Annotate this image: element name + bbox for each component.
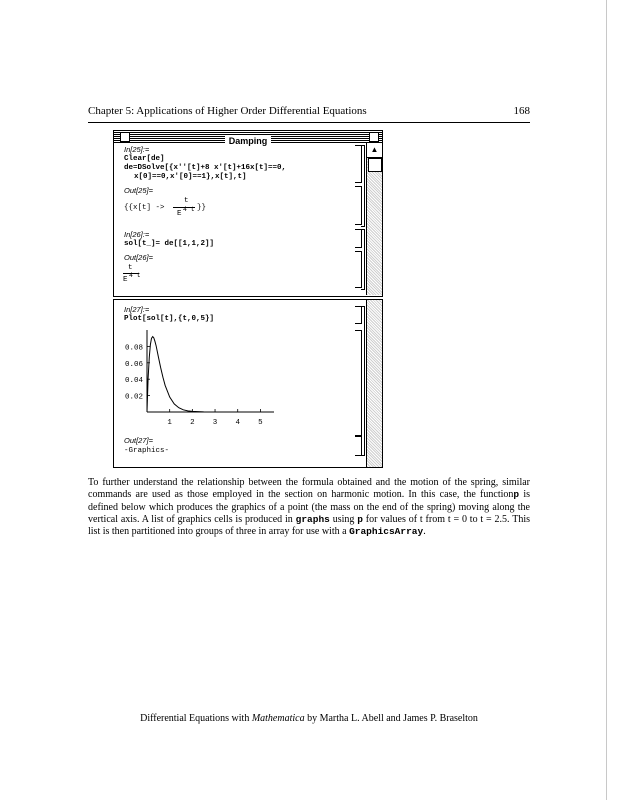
notebook-window-damping[interactable] xyxy=(113,130,383,297)
in25-line2[interactable]: de=DSolve[{x''[t]+8 x'[t]+16x[t]==0, xyxy=(124,164,287,172)
group-bracket[interactable] xyxy=(361,229,365,290)
header-rule xyxy=(88,122,530,123)
para-text: . xyxy=(423,526,426,538)
out26-denominator: E xyxy=(123,276,128,284)
damping-plot[interactable] xyxy=(114,326,289,438)
in27-line1[interactable]: Plot[sol[t],{t,0,5}] xyxy=(124,315,215,323)
out25-open: {{x[t] -> xyxy=(124,204,165,212)
vertical-scrollbar[interactable] xyxy=(366,300,382,467)
para-text: is defined below which produces the graphics of a point (the mass on the end of the spring) moving along the vertical axis. A list of graphics cells is produced in xyxy=(88,489,530,525)
out26-exponent: 4 t xyxy=(129,272,141,279)
code-graphicsarray: GraphicsArray xyxy=(349,526,424,538)
in27-label: In[27]:= xyxy=(124,305,150,314)
notebook-window-plot[interactable] xyxy=(113,299,383,468)
para-text: using xyxy=(329,513,358,525)
para-text: To further understand the relationship between the formula obtained and the motion of the spring, similar commands are used as those employed in the section on harmonic motion. In this case, the function xyxy=(88,477,530,501)
scroll-up-arrow-icon[interactable]: ▲ xyxy=(367,143,382,158)
para-text: for values of t from t = 0 to t = 2.5. This list is then partitioned into groups of three in array for use with a xyxy=(88,513,531,538)
running-head xyxy=(88,105,530,121)
code-p: p xyxy=(357,513,363,525)
out26-label: Out[26]= xyxy=(124,253,153,262)
window-title: Damping xyxy=(225,136,272,146)
x-tick-label: 4 xyxy=(235,419,240,427)
out25-close: }} xyxy=(197,204,207,212)
out25-label: Out[25]= xyxy=(124,186,153,195)
code-graphs: graphs xyxy=(295,513,330,525)
out25-denominator: E xyxy=(177,210,182,218)
footer-italic: Mathematica xyxy=(251,713,305,724)
out25-exponent: 4 t xyxy=(183,206,195,213)
in26-line1[interactable]: sol[t_]= de[[1,1,2]] xyxy=(124,240,215,248)
y-tick-label: 0.02 xyxy=(124,393,143,402)
out25-numerator: t xyxy=(184,197,189,205)
x-tick-label: 5 xyxy=(258,419,263,427)
chapter-title: Chapter 5: Applications of Higher Order Differential Equations xyxy=(88,105,367,117)
out27-label: Out[27]= xyxy=(124,436,153,445)
page-number: 168 xyxy=(513,105,530,117)
page-footer xyxy=(0,713,618,724)
y-tick-label: 0.08 xyxy=(124,344,143,353)
out26-numerator: t xyxy=(128,264,133,272)
out27-value: -Graphics- xyxy=(124,447,170,455)
group-bracket[interactable] xyxy=(361,145,365,227)
series-line xyxy=(147,337,215,412)
vertical-scrollbar[interactable] xyxy=(366,143,382,295)
scroll-thumb[interactable] xyxy=(368,158,382,172)
zoom-box-icon[interactable] xyxy=(369,132,379,142)
group-bracket[interactable] xyxy=(361,306,365,456)
in25-line3[interactable]: x[0]==0,x'[0]==1},x[t],t] xyxy=(134,173,247,181)
footer-text: Differential Equations with xyxy=(140,713,252,724)
x-tick-label: 2 xyxy=(190,419,195,427)
code-p: p xyxy=(513,489,520,501)
y-tick-label: 0.06 xyxy=(124,360,143,369)
page-edge-rule xyxy=(606,0,607,800)
window-titlebar[interactable] xyxy=(114,131,382,146)
in26-label: In[26]:= xyxy=(124,230,150,239)
x-tick-label: 3 xyxy=(212,419,218,427)
footer-text: by Martha L. Abell and James P. Braselton xyxy=(304,713,478,724)
body-paragraph xyxy=(88,477,530,538)
x-tick-label: 1 xyxy=(167,419,172,427)
y-tick-label: 0.04 xyxy=(124,377,143,386)
in25-line1[interactable]: Clear[de] xyxy=(124,155,165,163)
in25-label: In[25]:= xyxy=(124,145,150,154)
